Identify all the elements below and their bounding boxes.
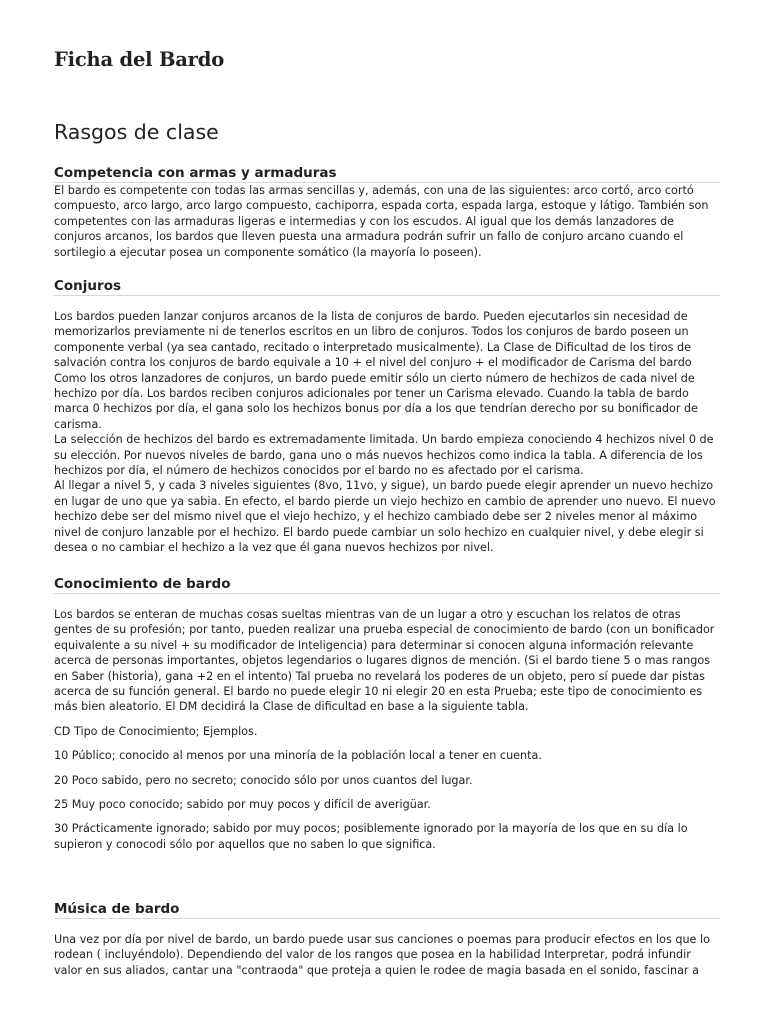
page-title: Ficha del Bardo (54, 48, 224, 71)
paragraph: La selección de hechizos del bardo es extremadamente limitada. Un bardo empieza conociendo 4 hechizos nivel 0 de su elección. Por nuevos niveles de bardo, gana uno o más nuevos hechizos como indica la tabla. A diferencia de los hechizos por día, el número de hechizos conocidos por el bardo no es afectado por el carisma. (54, 433, 714, 478)
section-heading: Conjuros (54, 278, 720, 296)
section-weapons-armor (54, 165, 720, 260)
section-heading: Música de bardo (54, 901, 720, 919)
section-body (54, 309, 720, 556)
table-row-line: 30 Prácticamente ignorado; sabido por muy pocos; posiblemente ignorado por la mayoría de los que en su día lo supieron y conocodi sólo por aquellos que no saben lo que significa. (54, 822, 688, 851)
section-body (54, 183, 720, 260)
section-heading: Competencia con armas y armaduras (54, 165, 720, 183)
section-body (54, 932, 720, 978)
section-bardic-music (54, 901, 720, 978)
paragraph: Los bardos se enteran de muchas cosas sueltas mientras van de un lugar a otro y escuchan los relatos de otras gentes de su profesión; por tanto, pueden realizar una prueba especial de conocimiento de bardo (con un bonificador equivalente a su nivel + su modificador de Inteligencia) para determinar si conocen alguna información relevante acerca de personas importantes, objetos legendarios o lugares dignos de mención. (Si el bardo tiene 5 o mas rangos en Saber (historia), gana +2 en el intento) Tal prueba no revelará los poderes de un objeto, pero sí puede dar pistas acerca de su función general. El bardo no puede elegir 10 ni elegir 20 en esta Prueba; este tipo de conocimiento es más bien aleatorio. El DM decidirá la Clase de dificultad en base a la siguiente tabla. (54, 608, 715, 714)
table-row-line: 20 Poco sabido, pero no secreto; conocido sólo por unos cuantos del lugar. (54, 773, 473, 787)
page-subtitle: Rasgos de clase (54, 120, 219, 144)
section-bardic-knowledge (54, 576, 720, 852)
section-spells (54, 278, 720, 556)
paragraph: Una vez por día por nivel de bardo, un bardo puede usar sus canciones o poemas para producir efectos en los que lo rodean ( incluyéndolo). Dependiendo del valor de los rangos que posea en la habilidad Interpretar, podrá infundir valor en sus aliados, cantar una "contraoda" que proteja a quien le rodee de magia basada en el sonido, fascinar a (54, 933, 710, 977)
paragraph: El bardo es competente con todas las armas sencillas y, además, con una de las siguientes: arco cortó, arco cortó compuesto, arco largo, arco largo compuesto, cachiporra, espada corta, espada larga, estoque y látigo. También son competentes con las armaduras ligeras e intermedias y con los escudos. Al igual que los demás lanzadores de conjuros arcanos, los bardos que lleven puesta una armadura podrán sufrir un fallo de conjuro arcano cuando el sortilegio a ejecutar posea un componente somático (la mayoría lo poseen). (54, 184, 709, 259)
paragraph: Los bardos pueden lanzar conjuros arcanos de la lista de conjuros de bardo. Pueden ejecutarlos sin necesidad de memorizarlos previamente ni de tenerlos escritos en un libro de conjuros. Todos los conjuros de bardo poseen un componente verbal (ya sea cantado, recitado o interpretado musicalmente). La Clase de Dificultad de los tiros de salvación contra los conjuros de bardo equivale a 10 + el nivel del conjuro + el modificador de Carisma del bardo Como los otros lanzadores de conjuros, un bardo puede emitir sólo un cierto número de hechizos de cada nivel de hechizo por día. Los bardos reciben conjuros adicionales por tener un Carisma elevado. Cuando la tabla de bardo marca 0 hechizos por día, el gana solo los hechizos bonus por día a los que tendrían derecho por su bonificador de carisma. (54, 310, 699, 431)
section-heading: Conocimiento de bardo (54, 576, 720, 594)
table-row-line: 25 Muy poco conocido; sabido por muy pocos y difícil de averigüar. (54, 798, 431, 812)
section-body (54, 607, 720, 852)
paragraph: Al llegar a nivel 5, y cada 3 niveles siguientes (8vo, 11vo, y sigue), un bardo puede elegir aprender un nuevo hechizo en lugar de uno que ya sabia. En efecto, el bardo pierde un viejo hechizo en cambio de aprender uno nuevo. El nuevo hechizo debe ser del mismo nivel que el viejo hechizo, y el hechizo cambiado debe ser 2 niveles menor al máximo nivel de conjuro lanzable por el hechizo. El bardo puede cambiar un solo hechizo en cualquier nivel, y debe elegir si desea o no cambiar el hechizo a la vez que él gana nuevos hechizos por nivel. (54, 479, 716, 555)
table-header-line: CD Tipo de Conocimiento; Ejemplos. (54, 724, 258, 738)
table-row-line: 10 Público; conocido al menos por una minoría de la población local a tener en cuenta. (54, 749, 542, 763)
